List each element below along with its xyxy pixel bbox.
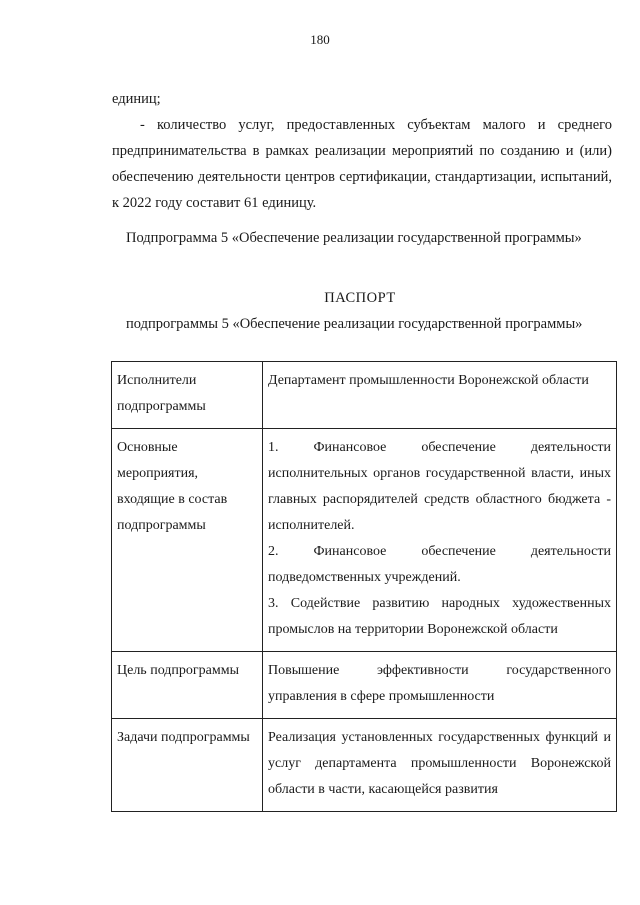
main-activities-label: Основные мероприятия, входящие в состав подпрограммы [112,429,263,652]
paragraph-services-count: - количество услуг, предоставленных субъектам малого и среднего предпринимательства в рамках реализации мероприятий по созданию и (или) обеспечению деятельности центров сертификации, стандартизации, испытаний, к 2022 году составит 61 единицу. [112,117,612,211]
tasks-label: Задачи подпрограммы [112,719,263,812]
page-number: 180 [310,32,330,47]
goal-label: Цель подпрограммы [112,652,263,719]
activity-item-1: 1. Финансовое обеспечение деятельности исполнительных органов государственной власти, иных главных распорядителей средств областного бюджета - исполнителей. [268,440,611,533]
passport-table [111,361,617,812]
table-row-tasks [112,719,617,812]
executors-label: Исполнители подпрограммы [112,362,263,429]
tasks-value: Реализация установленных государственных функций и услуг департамента промышленности Воронежской области в части, касающейся развития [263,719,617,812]
passport-subtitle: подпрограммы 5 «Обеспечение реализации государственной программы» [126,316,583,332]
activity-item-2: 2. Финансовое обеспечение деятельности подведомственных учреждений. [268,544,611,585]
passport-title: ПАСПОРТ [324,290,396,306]
table-row-goal [112,652,617,719]
table-row-executors [112,362,617,429]
executors-value: Департамент промышленности Воронежской области [263,362,617,429]
goal-value: Повышение эффективности государственного управления в сфере промышленности [263,652,617,719]
table-row-main-activities [112,429,617,652]
activity-item-3: 3. Содействие развитию народных художественных промыслов на территории Воронежской области [268,596,611,637]
paragraph-units: единиц; [112,91,161,107]
main-activities-value [263,429,617,652]
subprogram-heading: Подпрограмма 5 «Обеспечение реализации государственной программы» [126,230,582,246]
